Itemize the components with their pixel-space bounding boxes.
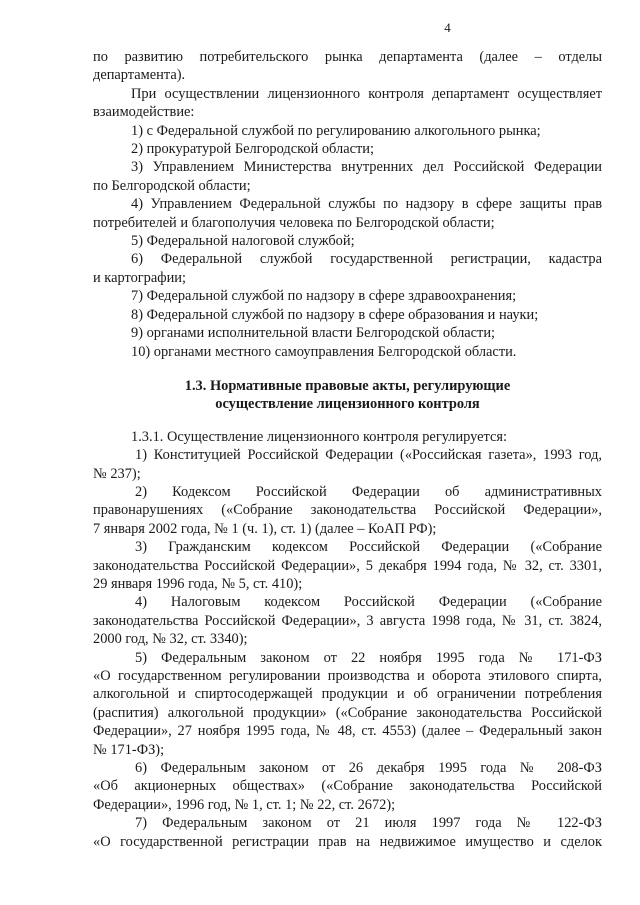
list-item-continuation: Федерации», 27 ноября 1995 года, № 48, ст. 4553) (далее – Федеральный закон bbox=[93, 723, 602, 740]
list-item-continuation: потребителей и благополучия человека по Белгородской области; bbox=[93, 214, 495, 231]
list-item: 5) Федеральной налоговой службой; bbox=[131, 233, 355, 250]
list-item-continuation: и картографии; bbox=[93, 269, 186, 286]
heading-line: осуществление лицензионного контроля bbox=[215, 396, 480, 413]
list-item-continuation: правонарушениях («Собрание законодательства Российской Федерации», bbox=[93, 502, 602, 519]
list-item: 5) Федеральным законом от 22 ноября 1995 года № 171-ФЗ bbox=[135, 649, 602, 666]
list-item-continuation: № 237); bbox=[93, 465, 141, 482]
list-item: 9) органами исполнительной власти Белгородской области; bbox=[131, 325, 496, 342]
list-item: 7) Федеральной службой по надзору в сфере здравоохранения; bbox=[131, 288, 517, 305]
list-item-continuation: № 171-ФЗ); bbox=[93, 741, 165, 758]
list-item-continuation: (распития) алкогольной продукции» («Собрание законодательства Российской bbox=[93, 704, 602, 721]
list-item: 7) Федеральным законом от 21 июля 1997 года № 122-ФЗ bbox=[135, 815, 602, 832]
list-item: 4) Управлением Федеральной службы по надзору в сфере защиты прав bbox=[131, 196, 602, 213]
list-item-continuation: 7 января 2002 года, № 1 (ч. 1), ст. 1) (далее – КоАП РФ); bbox=[93, 520, 437, 537]
list-item: 3) Гражданским кодексом Российской Федерации («Собрание bbox=[135, 539, 602, 556]
list-item: 2) Кодексом Российской Федерации об административных bbox=[135, 483, 602, 500]
text-line: по развитию потребительского рынка департамента (далее – отделы bbox=[93, 49, 602, 65]
paragraph-departments bbox=[93, 48, 602, 85]
list-item-continuation: по Белгородской области; bbox=[93, 177, 251, 194]
list-item: 6) Федеральным законом от 26 декабря 1995 года № 208-ФЗ bbox=[135, 760, 602, 777]
regulation-list bbox=[93, 446, 602, 851]
list-item-continuation: 2000 год, № 32, ст. 3340); bbox=[93, 631, 248, 648]
list-item-continuation: 29 января 1996 года, № 5, ст. 410); bbox=[93, 575, 303, 592]
list-item-continuation: Федерации», 1996 год, № 1, ст. 1; № 22, ст. 2672); bbox=[93, 796, 396, 813]
text-line: При осуществлении лицензионного контроля департамент осуществляет bbox=[131, 85, 602, 102]
list-item: 2) прокуратурой Белгородской области; bbox=[131, 141, 374, 158]
list-item: 4) Налоговым кодексом Российской Федерации («Собрание bbox=[135, 594, 602, 611]
list-item: 1) с Федеральной службой по регулированию алкогольного рынка; bbox=[131, 122, 541, 139]
list-item-continuation: «О государственной регистрации прав на недвижимое имущество и сделок bbox=[93, 833, 602, 850]
list-item-continuation: «О государственном регулировании производства и оборота этилового спирта, bbox=[93, 668, 602, 684]
interaction-list bbox=[93, 122, 602, 361]
list-item-continuation: законодательства Российской Федерации», 3 августа 1998 года, № 31, ст. 3824, bbox=[93, 612, 602, 629]
list-item: 1) Конституцией Российской Федерации («Российская газета», 1993 год, bbox=[135, 447, 602, 464]
page-number: 4 bbox=[444, 20, 451, 35]
text-line: департамента). bbox=[93, 67, 186, 84]
paragraph-interaction bbox=[93, 85, 602, 122]
section-heading bbox=[93, 377, 602, 414]
section-intro: 1.3.1. Осуществление лицензионного контроля регулируется: bbox=[131, 428, 508, 445]
list-item: 3) Управлением Министерства внутренних дел Российской Федерации bbox=[131, 159, 602, 176]
list-item: 8) Федеральной службой по надзору в сфере образования и науки; bbox=[131, 306, 539, 323]
list-item-continuation: «Об акционерных обществах» («Собрание законодательства Российской bbox=[93, 778, 602, 795]
list-item: 6) Федеральной службой государственной регистрации, кадастра bbox=[131, 251, 602, 268]
list-item-continuation: алкогольной и спиртосодержащей продукции и об ограничении потребления bbox=[93, 686, 602, 703]
list-item: 10) органами местного самоуправления Белгородской области. bbox=[131, 343, 517, 360]
list-item-continuation: законодательства Российской Федерации», 5 декабря 1994 года, № 32, ст. 3301, bbox=[93, 557, 602, 574]
text-line: взаимодействие: bbox=[93, 104, 195, 121]
heading-line: 1.3. Нормативные правовые акты, регулирующие bbox=[184, 377, 511, 394]
